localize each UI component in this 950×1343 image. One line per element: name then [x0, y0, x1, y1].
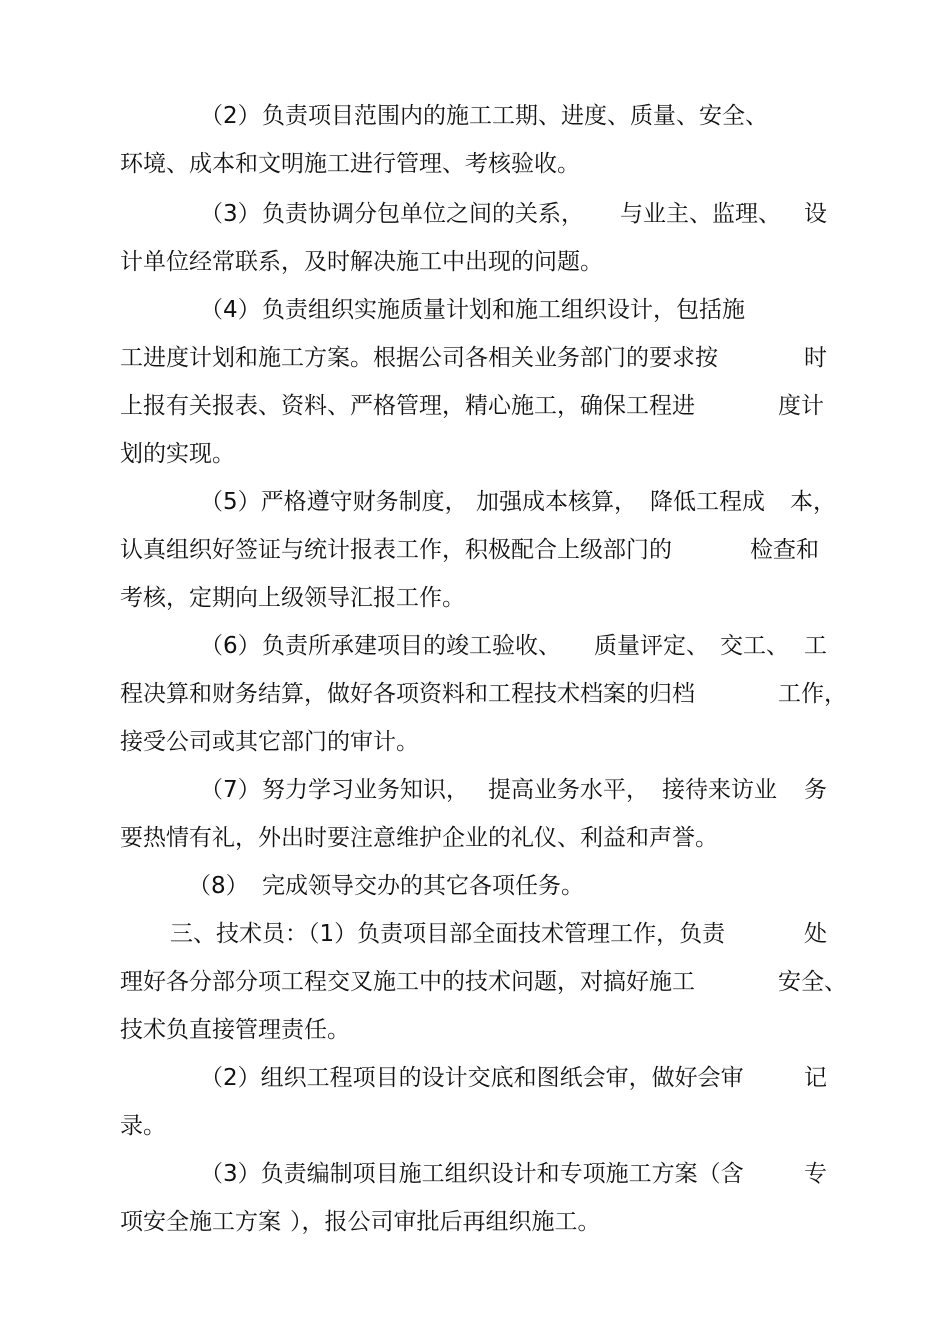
- text-line: [0, 916, 950, 952]
- text-segment: （5）严格遵守财务制度，: [200, 489, 468, 515]
- text-segment: 程决算和财务结算，做好各项资料和工程技术档案的归档: [120, 681, 695, 707]
- text-segment: （7）: [200, 777, 261, 803]
- text-segment: 安全、: [778, 969, 847, 995]
- text-segment: 录。: [120, 1113, 166, 1139]
- text-segment: 处: [804, 921, 827, 947]
- text-line: [0, 484, 950, 520]
- text-line: [0, 964, 950, 1000]
- text-line: [0, 196, 950, 232]
- text-segment: ），报公司审批后再组织施工。: [290, 1209, 601, 1235]
- text-segment: 工: [804, 633, 827, 659]
- text-line: [0, 1108, 950, 1144]
- text-segment: （2）组织工程项目的设计交底和图纸会审，做好会审: [200, 1065, 744, 1091]
- text-segment: （4）: [200, 297, 261, 323]
- text-line: [0, 436, 950, 472]
- text-segment: 设: [804, 201, 827, 227]
- text-line: [0, 98, 950, 134]
- text-line: [0, 580, 950, 616]
- text-segment: 努力学习业务知识，: [262, 777, 469, 803]
- text-segment: 理好各分部分项工程交叉施工中的技术问题，对搞好施工: [120, 969, 695, 995]
- text-segment: 要热情有礼，外出时要注意维护企业的礼仪、利益和声誉。: [120, 825, 718, 851]
- text-line: [0, 340, 950, 376]
- text-line: [0, 868, 950, 904]
- text-segment: （2）: [200, 103, 261, 129]
- text-segment: 划的实现。: [120, 441, 235, 467]
- text-segment: 认真组织好签证与统计报表工作，积极配合上级部门的: [120, 537, 672, 563]
- text-segment: 时: [804, 345, 827, 371]
- text-segment: （8）: [188, 873, 249, 899]
- text-segment: 项安全施工方案: [120, 1209, 281, 1235]
- text-segment: 技术负直接管理责任。: [120, 1017, 350, 1043]
- text-segment: 环境、成本和文明施工进行管理、考核验收。: [120, 151, 580, 177]
- text-segment: 检查和: [750, 537, 819, 563]
- text-segment: 质量评定、: [594, 633, 709, 659]
- text-segment: 考核，定期向上级领导汇报工作。: [120, 585, 465, 611]
- text-segment: 专: [804, 1161, 827, 1187]
- text-line: [0, 292, 950, 328]
- text-segment: 度计: [778, 393, 824, 419]
- text-segment: 记: [804, 1065, 827, 1091]
- text-segment: 负责项目范围内的施工工期、进度、质量、安全、: [262, 103, 768, 129]
- text-segment: 降低工程成: [650, 489, 765, 515]
- text-segment: 接受公司或其它部门的审计。: [120, 729, 419, 755]
- text-segment: 与业主、监理、: [620, 201, 781, 227]
- text-segment: 接待来访业: [662, 777, 777, 803]
- text-segment: （6）: [200, 633, 261, 659]
- text-segment: 加强成本核算，: [476, 489, 637, 515]
- text-segment: 计单位经常联系，及时解决施工中出现的问题。: [120, 249, 603, 275]
- text-line: [0, 676, 950, 712]
- text-line: [0, 1204, 950, 1240]
- text-line: [0, 1012, 950, 1048]
- text-segment: 负责组织实施质量计划和施工组织设计，包括施: [262, 297, 745, 323]
- text-line: [0, 1060, 950, 1096]
- text-line: [0, 724, 950, 760]
- text-segment: 工进度计划和施工方案。根据公司各相关业务部门的要求按: [120, 345, 718, 371]
- text-segment: 完成领导交办的其它各项任务。: [262, 873, 584, 899]
- text-line: [0, 532, 950, 568]
- text-segment: 上报有关报表、资料、严格管理，精心施工，确保工程进: [120, 393, 695, 419]
- text-segment: 交工、: [720, 633, 789, 659]
- text-line: [0, 820, 950, 856]
- text-segment: 务: [804, 777, 827, 803]
- text-segment: 工作，: [778, 681, 847, 707]
- text-line: [0, 628, 950, 664]
- text-segment: （3）: [200, 201, 261, 227]
- text-segment: 本，: [790, 489, 836, 515]
- text-segment: 负责所承建项目的竣工验收、: [262, 633, 561, 659]
- text-segment: （3）负责编制项目施工组织设计和专项施工方案（含: [200, 1161, 744, 1187]
- text-line: [0, 772, 950, 808]
- text-line: [0, 146, 950, 182]
- text-line: [0, 1156, 950, 1192]
- text-segment: 提高业务水平，: [488, 777, 649, 803]
- text-segment: 负责协调分包单位之间的关系，: [262, 201, 584, 227]
- text-line: [0, 388, 950, 424]
- text-segment: 三、技术员：（1）负责项目部全面技术管理工作，负责: [170, 921, 726, 947]
- text-line: [0, 244, 950, 280]
